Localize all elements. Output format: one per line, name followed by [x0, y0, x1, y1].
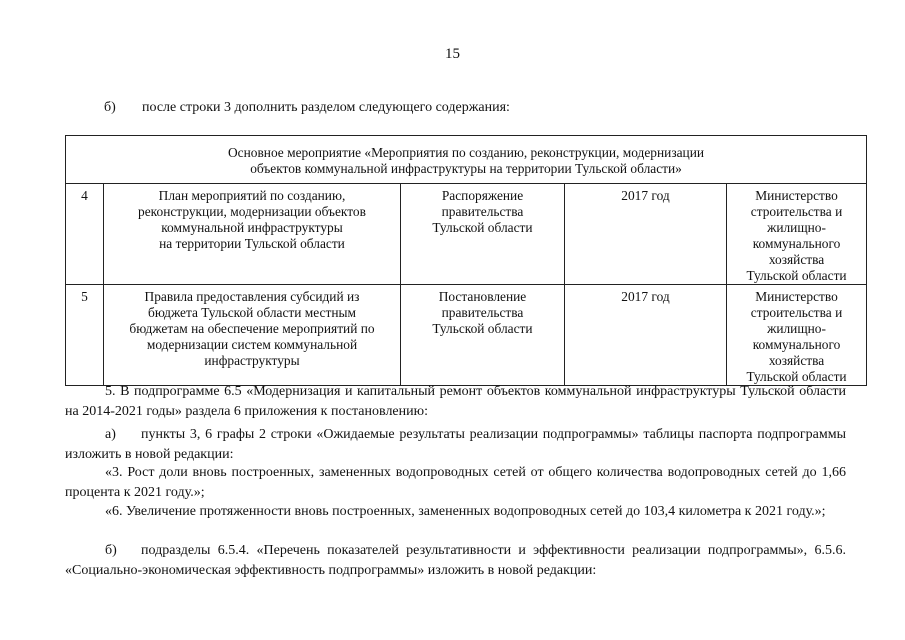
- subitem-a-text: пункты 3, 6 графы 2 строки «Ожидаемые результаты реализации подпрограммы» таблицы паспорта подпрограммы изложить в новой редакции:: [65, 427, 846, 462]
- intro-text: после строки 3 дополнить разделом следующего содержания:: [142, 100, 510, 115]
- measure-name: План мероприятий по созданию, реконструкции, модернизации объектов коммунальной инфраструктуры на территории Тульской области: [104, 184, 401, 285]
- measures-table: [65, 135, 867, 386]
- deadline-year: 2017 год: [565, 285, 727, 386]
- table-row: [66, 184, 867, 285]
- subitem-b-text: подразделы 6.5.4. «Перечень показателей результативности и эффективности реализации подпрограммы», 6.5.6. «Социально-экономическая эффективность подпрограммы» изложить в новой редакции:: [65, 543, 846, 578]
- quoted-point-3: «3. Рост доли вновь построенных, замененных водопроводных сетей от общего количества водопроводных сетей до 1,66 процента к 2021 году.»;: [65, 465, 846, 500]
- page-number: 15: [445, 46, 460, 62]
- row-number: 4: [66, 184, 104, 285]
- measure-name: Правила предоставления субсидий из бюджета Тульской области местным бюджетам на обеспечение мероприятий по модернизации систем коммунальной инфраструктуры: [104, 285, 401, 386]
- quoted-point-6: «6. Увеличение протяженности вновь построенных, замененных водопроводных сетей до 103,4 километра к 2021 году.»;: [105, 504, 826, 519]
- table-section-header: Основное мероприятие «Мероприятия по созданию, реконструкции, модернизации объектов коммунальной инфраструктуры на территории Тульской области»: [66, 136, 867, 184]
- responsible-executor: Министерство строительства и жилищно- коммунального хозяйства Тульской области: [727, 184, 867, 285]
- subitem-a-marker: а): [105, 427, 116, 442]
- row-number: 5: [66, 285, 104, 386]
- intro-marker: б): [104, 100, 116, 115]
- paragraph-subitem-a: [65, 425, 846, 464]
- document-type: Распоряжение правительства Тульской области: [401, 184, 565, 285]
- paragraph-subitem-b: [65, 541, 846, 580]
- responsible-executor: Министерство строительства и жилищно- коммунального хозяйства Тульской области: [727, 285, 867, 386]
- subitem-b-marker: б): [105, 543, 117, 558]
- table-row: [66, 285, 867, 386]
- deadline-year: 2017 год: [565, 184, 727, 285]
- document-type: Постановление правительства Тульской области: [401, 285, 565, 386]
- intro-line: [104, 100, 510, 116]
- table-section-header-row: [66, 136, 867, 184]
- paragraph-item-5: 5. В подпрограмме 6.5 «Модернизация и капитальный ремонт объектов коммунальной инфраструктуры Тульской области на 2014-2021 годы» раздела 6 приложения к постановлению:: [65, 384, 846, 419]
